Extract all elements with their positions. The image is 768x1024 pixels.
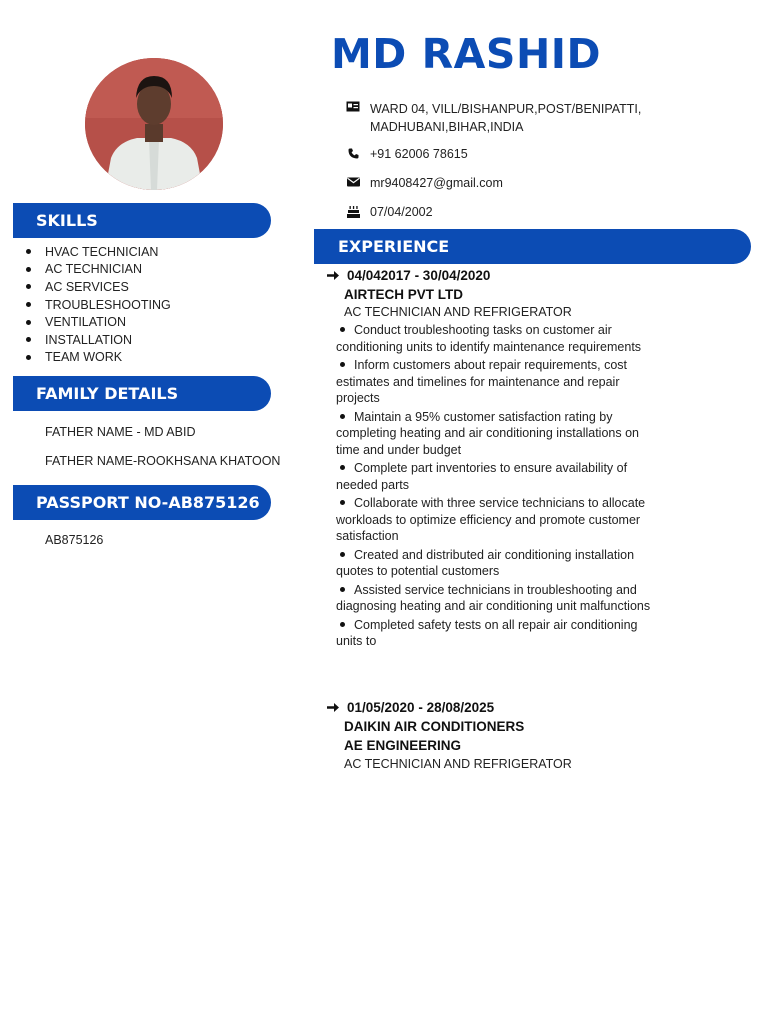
list-item: AC TECHNICIAN — [26, 261, 171, 279]
job-2-dates: 01/05/2020 - 28/08/2025 — [327, 700, 494, 715]
list-item: AC SERVICES — [26, 278, 171, 296]
bullet-icon — [340, 414, 345, 419]
bullet-icon — [340, 327, 345, 332]
phone-icon — [346, 148, 360, 159]
candidate-name: MD RASHID — [331, 30, 602, 78]
mother-name: FATHER NAME-ROOKHSANA KHATOON — [45, 454, 281, 468]
bullet-icon — [26, 249, 31, 254]
family-heading: FAMILY DETAILS — [13, 376, 271, 411]
bullet-icon — [340, 362, 345, 367]
bullet-icon — [26, 284, 31, 289]
arrow-right-icon — [327, 702, 339, 713]
list-item: Conduct troubleshooting tasks on customer air conditioning units to identify maintenance requirements — [336, 323, 642, 354]
profile-photo-image — [85, 58, 223, 190]
contact-email — [346, 176, 503, 190]
contact-phone — [346, 147, 468, 161]
bullet-icon — [340, 552, 345, 557]
bullet-icon — [26, 302, 31, 307]
bullet-icon — [340, 622, 345, 627]
skills-list — [26, 243, 171, 366]
address-text: WARD 04, VILL/BISHANPUR,POST/BENIPATTI, MADHUBANI,BIHAR,INDIA — [370, 102, 642, 134]
list-item: Created and distributed air conditioning installation quotes to potential customers — [336, 547, 635, 578]
arrow-right-icon — [327, 270, 339, 281]
list-item: TROUBLESHOOTING — [26, 296, 171, 314]
list-item: VENTILATION — [26, 313, 171, 331]
bullet-icon — [340, 587, 345, 592]
dob-text: 07/04/2002 — [370, 205, 433, 219]
contact-dob — [346, 205, 433, 219]
list-item: Assisted service technicians in troubleshooting and diagnosing heating and air conditioning unit malfunctions — [336, 582, 651, 613]
job-2-company-secondary: AE ENGINEERING — [344, 738, 462, 753]
list-item: Completed safety tests on all repair air conditioning units to — [336, 617, 638, 648]
passport-heading: PASSPORT NO-AB875126 — [13, 485, 271, 520]
list-item: TEAM WORK — [26, 349, 171, 367]
skills-heading: SKILLS — [13, 203, 271, 238]
job-1-duties — [336, 322, 661, 652]
passport-number: AB875126 — [45, 533, 104, 547]
email-text: mr9408427@gmail.com — [370, 176, 503, 190]
bullet-icon — [340, 500, 345, 505]
list-item: Complete part inventories to ensure availability of needed parts — [336, 461, 628, 492]
bullet-icon — [26, 355, 31, 360]
profile-photo — [85, 58, 223, 190]
birthday-cake-icon — [346, 206, 360, 218]
job-1-dates: 04/042017 - 30/04/2020 — [327, 268, 490, 283]
father-name: FATHER NAME - MD ABID — [45, 425, 196, 439]
list-item: Inform customers about repair requirements, cost estimates and timelines for maintenance and repair projects — [336, 358, 628, 405]
bullet-icon — [26, 320, 31, 325]
bullet-icon — [26, 337, 31, 342]
list-item: INSTALLATION — [26, 331, 171, 349]
bullet-icon — [26, 267, 31, 272]
list-item: Collaborate with three service technicians to allocate workloads to optimize efficiency and promote customer satisfaction — [336, 496, 646, 543]
phone-text: +91 62006 78615 — [370, 147, 468, 161]
experience-heading: EXPERIENCE — [314, 229, 751, 264]
list-item: HVAC TECHNICIAN — [26, 243, 171, 261]
job-2-company: DAIKIN AIR CONDITIONERS — [344, 719, 525, 734]
address-card-icon — [346, 101, 360, 112]
contact-address — [346, 100, 768, 136]
list-item: Maintain a 95% customer satisfaction rating by completing heating and air conditioning installations on time and under budget — [336, 409, 639, 457]
job-2-role: AC TECHNICIAN AND REFRIGERATOR — [344, 757, 572, 771]
envelope-icon — [346, 177, 360, 187]
bullet-icon — [340, 465, 345, 470]
job-1-company: AIRTECH PVT LTD — [344, 287, 463, 302]
job-1-role: AC TECHNICIAN AND REFRIGERATOR — [344, 305, 572, 319]
